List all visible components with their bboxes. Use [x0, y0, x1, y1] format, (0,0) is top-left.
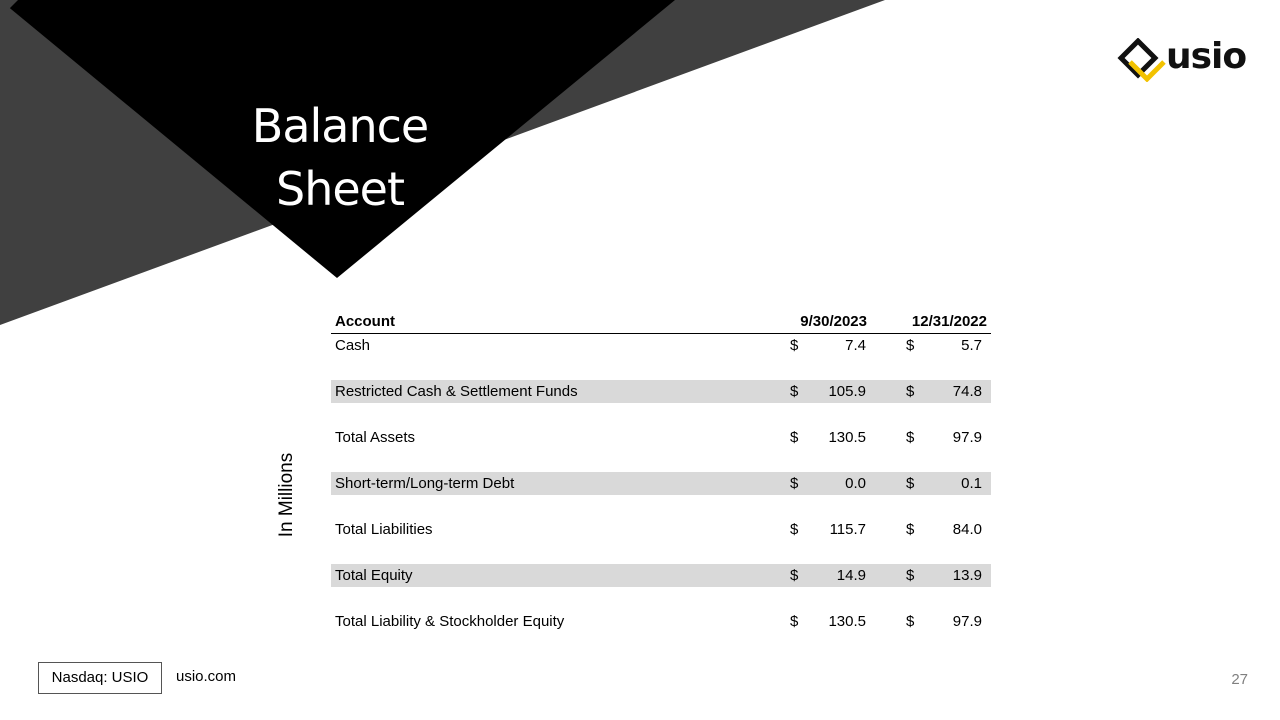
- table-row: [331, 334, 991, 357]
- value-col1: 7.4: [845, 337, 866, 354]
- header-col1: 9/30/2023: [800, 313, 867, 330]
- dollar-sign: $: [906, 567, 915, 584]
- table-row: [331, 518, 991, 541]
- table-row: [331, 610, 991, 633]
- page-number: 27: [1231, 671, 1248, 688]
- logo-wordmark: usio: [1166, 36, 1247, 77]
- dollar-sign: $: [790, 521, 799, 538]
- value-col1: 14.9: [836, 567, 866, 584]
- row-label: Short-term/Long-term Debt: [335, 475, 515, 492]
- header-col2: 12/31/2022: [911, 313, 987, 330]
- value-col1: 105.9: [828, 383, 866, 400]
- balance-sheet-table: [331, 310, 991, 633]
- website-link[interactable]: usio.com: [176, 668, 237, 685]
- ticker-label: Nasdaq: USIO: [38, 662, 162, 694]
- dollar-sign: $: [790, 383, 799, 400]
- value-col2: 5.7: [961, 337, 982, 354]
- table-row: [331, 426, 991, 449]
- row-label: Cash: [335, 337, 371, 354]
- title-line-2: Sheet: [276, 162, 404, 216]
- row-label: Total Liabilities: [335, 521, 433, 538]
- dollar-sign: $: [906, 521, 915, 538]
- dollar-sign: $: [790, 429, 799, 446]
- value-col2: 0.1: [961, 475, 982, 492]
- table-row: [331, 380, 991, 403]
- dollar-sign: $: [790, 337, 799, 354]
- dollar-sign: $: [906, 429, 915, 446]
- units-label: In Millions: [276, 452, 297, 538]
- table-header-row: [331, 310, 991, 334]
- header-account: Account: [335, 313, 395, 330]
- value-col1: 130.5: [828, 429, 866, 446]
- dollar-sign: $: [906, 613, 915, 630]
- value-col2: 84.0: [952, 521, 982, 538]
- dollar-sign: $: [906, 337, 915, 354]
- value-col2: 97.9: [952, 613, 982, 630]
- row-label: Total Liability & Stockholder Equity: [335, 613, 565, 630]
- value-col1: 115.7: [829, 521, 866, 538]
- value-col2: 13.9: [952, 567, 982, 584]
- dollar-sign: $: [790, 613, 799, 630]
- table-row: [331, 564, 991, 587]
- value-col2: 74.8: [952, 383, 982, 400]
- slide-title: [230, 95, 450, 221]
- dollar-sign: $: [906, 383, 915, 400]
- value-col1: 130.5: [828, 613, 866, 630]
- row-label: Restricted Cash & Settlement Funds: [335, 383, 578, 400]
- title-line-1: Balance: [251, 99, 429, 153]
- dollar-sign: $: [790, 567, 799, 584]
- dollar-sign: $: [790, 475, 799, 492]
- value-col1: 0.0: [845, 475, 866, 492]
- value-col2: 97.9: [952, 429, 982, 446]
- table-row: [331, 472, 991, 495]
- dollar-sign: $: [906, 475, 915, 492]
- row-label: Total Equity: [335, 567, 413, 584]
- row-label: Total Assets: [335, 429, 416, 446]
